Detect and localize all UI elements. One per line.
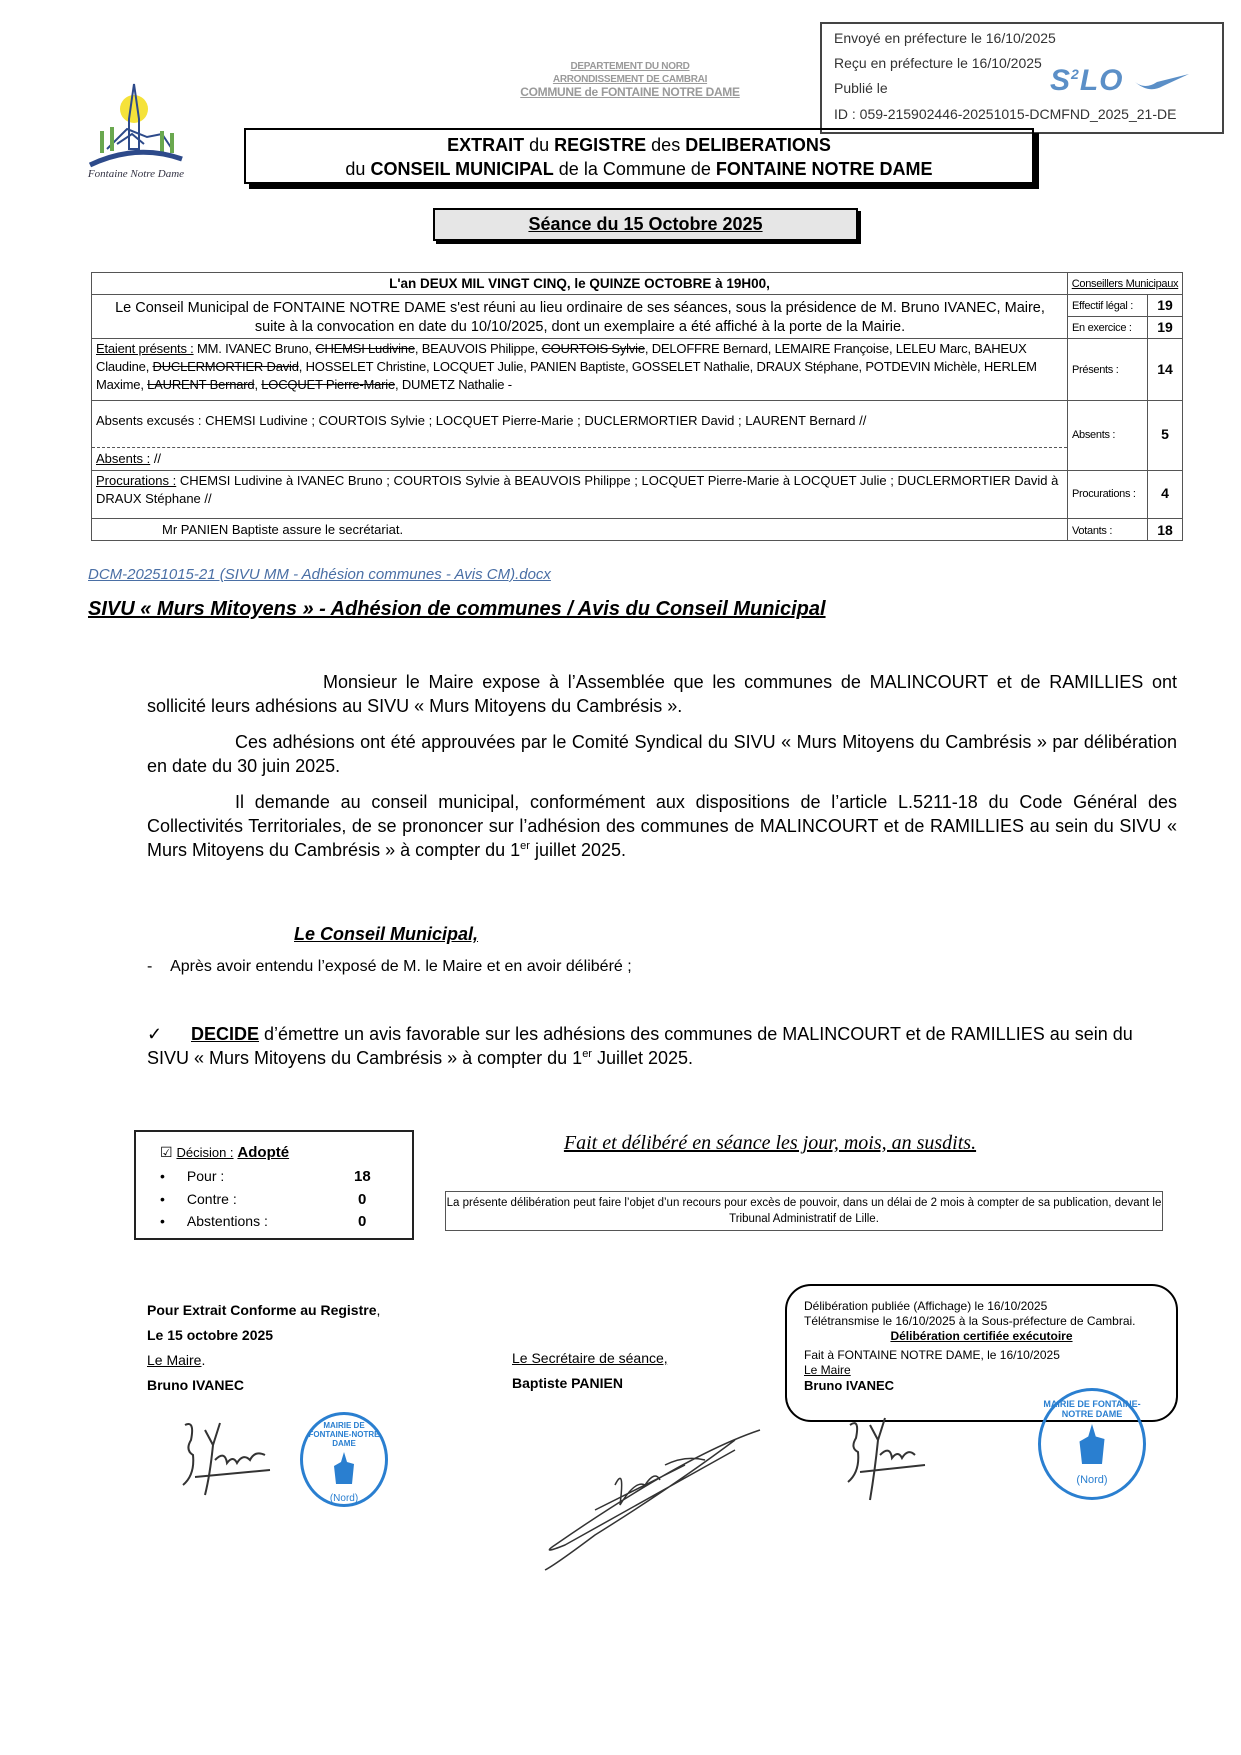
signature-secretaire-block: Le Secrétaire de séance, Baptiste PANIEN <box>512 1350 668 1391</box>
present-member: MM. IVANEC Bruno <box>197 341 309 356</box>
deliberation-subject: SIVU « Murs Mitoyens » - Adhésion de communes / Avis du Conseil Municipal <box>88 598 826 620</box>
vote-abstentions: • Abstentions : <box>160 1213 268 1229</box>
certificate-box: Délibération publiée (Affichage) le 16/10/2025 Télétransmise le 16/10/2025 à la Sous-préfecture de Cambrai. Délibération certifiée exécutoire Fait à FONTAINE NOTRE DAME, le 16/10/2025 Le Maire Bruno IVANEC <box>785 1284 1178 1422</box>
present-member: DUCLERMORTIER David <box>152 359 299 374</box>
count-label-exercice: En exercice : <box>1072 322 1132 334</box>
count-value-exercice: 19 <box>1157 319 1173 335</box>
present-member: DRAUX Stéphane <box>756 359 859 374</box>
statue-emblem-icon <box>324 1448 364 1488</box>
present-member: LELEU Marc <box>895 341 968 356</box>
secretaire-signature-icon <box>535 1425 765 1575</box>
paragraph-1: Monsieur le Maire expose à l’Assemblée que les communes de MALINCOURT et de RAMILLIES ont sollicité leurs adhésions au SIVU « Murs Mitoyens du Cambrésis ». <box>147 672 1177 716</box>
paragraph-3: Il demande au conseil municipal, conformément aux dispositions de l’article L.5211-18 du Code Général des Collectivités Territoriales, de se prononcer sur l’adhésion des communes de MALINCOURT et de RAMILLIES au sein du SIVU « Murs Mitoyens du Cambrésis » à compter du 1er juillet 2025. <box>147 792 1177 860</box>
count-label-effectif: Effectif légal : <box>1072 300 1134 312</box>
count-label-procurations: Procurations : <box>1072 488 1136 500</box>
present-member: COURTOIS Sylvie <box>541 341 645 356</box>
count-value-absents: 5 <box>1161 426 1169 442</box>
counts-header: Conseillers Municipaux <box>1071 278 1179 290</box>
seance-date: Séance du 15 Octobre 2025 <box>433 208 858 241</box>
count-label-presents: Présents : <box>1072 364 1119 376</box>
publie-text: Publié le <box>834 80 888 96</box>
present-member: POTDEVIN Michèle <box>865 359 977 374</box>
present-member: HERLEM Maxime <box>96 359 1037 392</box>
present-member: BEAUVOIS Philippe <box>421 341 535 356</box>
apres-line: - Après avoir entendu l’exposé de M. le Maire et en avoir délibéré ; <box>147 958 632 975</box>
present-member: PANIEN Baptiste <box>530 359 626 374</box>
absents-line: Absents : // <box>96 451 162 466</box>
envoye-text: Envoyé en préfecture le 16/10/2025 <box>834 30 1056 46</box>
procurations-text: Procurations : CHEMSI Ludivine à IVANEC Bruno ; COURTOIS Sylvie à BEAUVOIS Philippe ; LOCQUET Pierre-Marie à LOCQUET Julie ; DUCLERMORTIER David à DRAUX Stéphane // <box>96 473 1059 506</box>
vote-contre: • Contre : <box>160 1191 237 1207</box>
fait-statement: Fait et délibéré en séance les jour, mois, an susdits. <box>563 1132 977 1154</box>
recours-notice: La présente délibération peut faire l’objet d’un recours pour excès de pouvoir, dans un délai de 2 mois à compter de sa publication, devant le Tribunal Administratif de Lille. <box>445 1191 1163 1231</box>
certificate-signature-icon <box>830 1410 930 1510</box>
decide-statement: ✓ DECIDE d’émettre un avis favorable sur les adhésions des communes de MALINCOURT et de RAMILLIES au sein du SIVU « Murs Mitoyens du Cambrésis » à compter du 1er Juillet 2025. <box>147 1024 1133 1068</box>
count-value-votants: 18 <box>1157 522 1173 538</box>
certificate-mairie-stamp: MAIRIE DE FONTAINE-NOTRE DAME (Nord) <box>1038 1388 1146 1500</box>
s2lo-logo: $S^2LO$ <box>1050 64 1193 98</box>
paragraph-2: Ces adhésions ont été approuvées par le Comité Syndical du SIVU « Murs Mitoyens du Cambrésis » par délibération en date du 30 juin 2025. <box>147 732 1177 776</box>
opening-line: L'an DEUX MIL VINGT CINQ, le QUINZE OCTOBRE à 19H00, <box>389 276 770 291</box>
present-member: DELOFFRE Bernard <box>651 341 768 356</box>
mairie-stamp: MAIRIE DE FONTAINE-NOTRE DAME (Nord) <box>300 1412 388 1507</box>
absents-excuses: Absents excusés : CHEMSI Ludivine ; COURTOIS Sylvie ; LOCQUET Pierre-Marie ; DUCLERMORTIER David ; LAURENT Bernard // <box>96 413 867 428</box>
document-title: EXTRAIT du REGISTRE des DELIBERATIONS du CONSEIL MUNICIPAL de la Commune de FONTAINE NOTRE DAME <box>244 128 1034 184</box>
decision-line: ☑ Décision : Adopté <box>160 1144 290 1161</box>
vote-abstentions-value: 0 <box>358 1213 367 1230</box>
vote-pour: • Pour : <box>160 1168 225 1184</box>
conseil-heading: Le Conseil Municipal, <box>294 924 479 944</box>
id-text: ID : 059-215902446-20251015-DCMFND_2025_21-DE <box>834 106 1177 122</box>
department-header: DEPARTEMENT DU NORD ARRONDISSEMENT DE CAMBRAI COMMUNE de FONTAINE NOTRE DAME <box>520 61 740 99</box>
present-member: BAHEUX Claudine <box>96 341 1027 374</box>
logo-caption: Fontaine Notre Dame <box>87 168 185 180</box>
recu-text: Reçu en préfecture le 16/10/2025 <box>834 55 1042 71</box>
vote-pour-value: 18 <box>354 1168 371 1185</box>
present-member: LEMAIRE Françoise <box>774 341 889 356</box>
statue-emblem-icon <box>1067 1419 1117 1469</box>
present-member: HOSSELET Christine <box>305 359 427 374</box>
prefecture-stamp <box>820 22 1224 134</box>
present-member: LOCQUET Pierre-Marie <box>261 377 396 392</box>
count-value-effectif: 19 <box>1157 297 1173 313</box>
checkmark-swoosh-icon <box>1133 72 1193 92</box>
present-member: LAURENT Bernard <box>147 377 255 392</box>
document-filename-link[interactable]: DCM-20251015-21 (SIVU MM - Adhésion communes - Avis CM).docx <box>88 566 551 583</box>
presents-list: Etaient présents : MM. IVANEC Bruno, CHEMSI Ludivine, BEAUVOIS Philippe, COURTOIS Sylvie, DELOFFRE Bernard, LEMAIRE Françoise, LELEU Marc, BAHEUX Claudine, DUCLERMORTIER David, HOSSELET Christine, LOCQUET Julie, PANIEN Baptiste, GOSSELET Nathalie, DRAUX Stéphane, POTDEVIN Michèle, HERLEM Maxime, LAURENT Bernard, LOCQUET Pierre-Marie, DUMETZ Nathalie - <box>96 341 1037 392</box>
count-label-votants: Votants : <box>1072 525 1113 537</box>
decision-box <box>134 1130 414 1240</box>
count-value-presents: 14 <box>1157 361 1173 377</box>
present-member: CHEMSI Ludivine <box>315 341 415 356</box>
count-label-absents: Absents : <box>1072 429 1116 441</box>
attendance-table <box>91 272 1183 541</box>
checkmark-icon: ✓ <box>147 1024 163 1044</box>
checked-box-icon: ☑ <box>160 1144 173 1160</box>
present-member: GOSSELET Nathalie <box>631 359 750 374</box>
maire-signature-icon <box>165 1415 275 1500</box>
secretariat-text: Mr PANIEN Baptiste assure le secrétariat. <box>162 522 404 537</box>
count-value-procurations: 4 <box>1161 485 1169 501</box>
convocation-text: Le Conseil Municipal de FONTAINE NOTRE DAME s'est réuni au lieu ordinaire de ses séances, sous la présidence de M. Bruno IVANEC, Maire, suite à la convocation en date du 10/10/2025, dont un exemplaire a été affiché à la porte de la Mairie. <box>115 300 1045 335</box>
present-member: LOCQUET Julie <box>432 359 524 374</box>
signature-maire-block: Pour Extrait Conforme au Registre, Le 15 octobre 2025 Le Maire. Bruno IVANEC <box>147 1302 381 1393</box>
present-member: DUMETZ Nathalie - <box>401 377 512 392</box>
vote-contre-value: 0 <box>358 1191 367 1208</box>
